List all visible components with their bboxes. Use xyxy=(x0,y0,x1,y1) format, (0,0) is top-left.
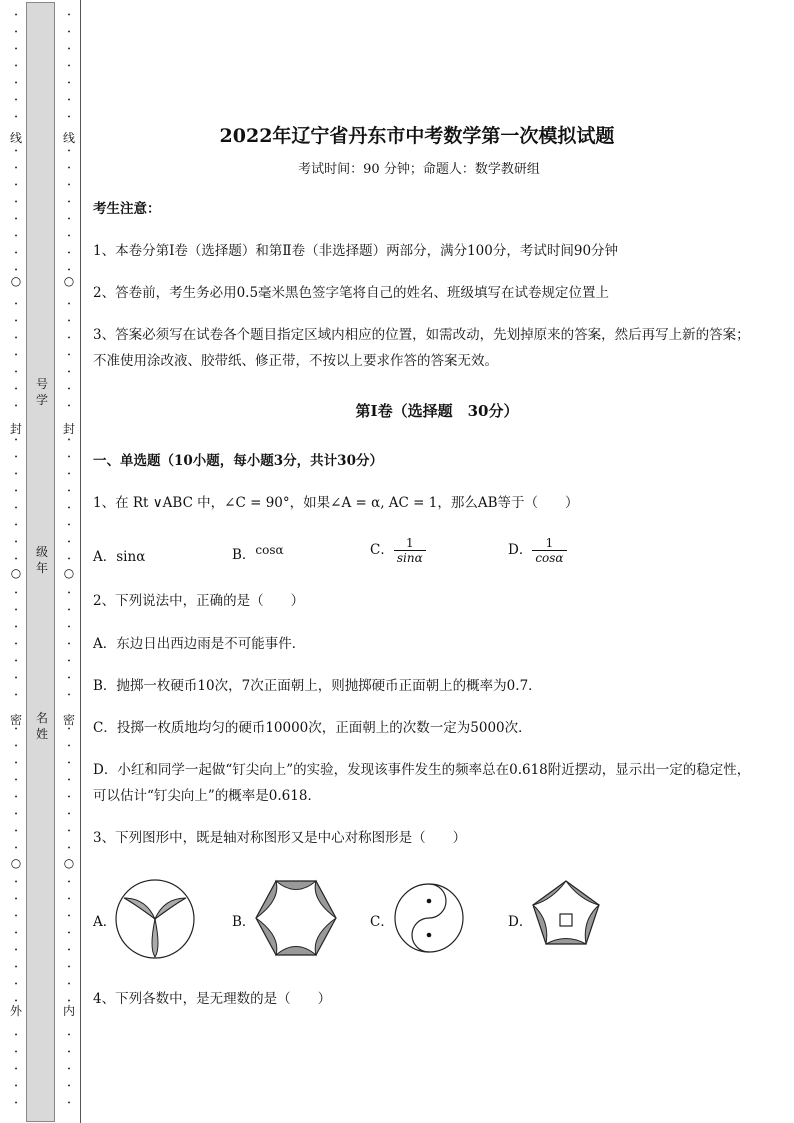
margin-dot: • xyxy=(14,828,18,835)
margin-dot: • xyxy=(67,981,71,988)
denominator: cosα xyxy=(535,551,564,565)
margin-dot: • xyxy=(14,216,18,223)
margin-dot: • xyxy=(67,522,71,529)
margin-dot: • xyxy=(14,964,18,971)
q1-option-a[interactable]: A．sinα xyxy=(93,549,146,565)
margin-dot: • xyxy=(67,760,71,767)
q1-option-b[interactable] xyxy=(232,543,284,563)
margin-dot: • xyxy=(67,318,71,325)
margin-dot: • xyxy=(67,828,71,835)
margin-dot: • xyxy=(67,250,71,257)
margin-dot: • xyxy=(67,556,71,563)
margin-dot: • xyxy=(14,267,18,274)
inner-seal-char: ○ xyxy=(63,274,75,288)
margin-dot: • xyxy=(14,301,18,308)
margin-dot: • xyxy=(14,318,18,325)
margin-dot: • xyxy=(14,675,18,682)
notice-heading: 考生注意： xyxy=(93,201,161,217)
margin-dot: • xyxy=(67,998,71,1005)
margin-dot: • xyxy=(67,658,71,665)
margin-dot: • xyxy=(14,590,18,597)
margin-dot: • xyxy=(67,1100,71,1107)
outer-seal-char: 密 xyxy=(9,713,22,727)
margin-dot: • xyxy=(14,437,18,444)
option-label: C． xyxy=(370,542,394,558)
q2-option-c[interactable]: C．投掷一枚质地均匀的硬币10000次，正面朝上的次数一定为5000次． xyxy=(93,720,532,736)
margin-dot: • xyxy=(14,369,18,376)
margin-dot: • xyxy=(67,471,71,478)
margin-dot: • xyxy=(67,301,71,308)
part-heading: 一、单选题（10小题，每小题3分，共计30分） xyxy=(93,453,383,469)
margin-dot: • xyxy=(14,471,18,478)
margin-dot: • xyxy=(67,352,71,359)
numerator: 1 xyxy=(394,536,426,551)
margin-dot: • xyxy=(14,777,18,784)
margin-dot: • xyxy=(14,250,18,257)
margin-dot: • xyxy=(67,913,71,920)
margin-dot: • xyxy=(14,658,18,665)
margin-dot: • xyxy=(67,930,71,937)
q2-option-d[interactable]: D．小红和同学一起做“钉尖向上”的实验，发现该事件发生的频率总在0.618附近摆动，显示出一定的稳定性，可以估计“钉尖向上”的概率是0.618． xyxy=(93,762,751,804)
outer-seal-char: ○ xyxy=(10,856,22,870)
margin-dot: • xyxy=(67,114,71,121)
q1-option-d[interactable] xyxy=(508,536,567,565)
inner-seal-char: 内 xyxy=(62,1004,75,1018)
inner-seal-char: 封 xyxy=(62,422,75,436)
q2-option-b[interactable]: B．抛掷一枚硬币10次，7次正面朝上，则抛掷硬币正面朝上的概率为0.7． xyxy=(93,678,542,694)
margin-dot: • xyxy=(67,794,71,801)
q1-option-c[interactable] xyxy=(370,536,426,565)
margin-dot: • xyxy=(14,97,18,104)
margin-dot: • xyxy=(14,947,18,954)
margin-dot: • xyxy=(67,199,71,206)
margin-dot: • xyxy=(14,556,18,563)
notice-item-3: 3、答案必须写在试卷各个题目指定区域内相应的位置，如需改动，先划掉原来的答案，然后再写上新的答案；不准使用涂改液、胶带纸、修正带，不按以上要求作答的答案无效。 xyxy=(93,327,750,369)
inner-seal-char: 线 xyxy=(62,131,75,145)
margin-dot: • xyxy=(67,777,71,784)
outer-seal-char: 线 xyxy=(9,131,22,145)
option-value: cosα xyxy=(255,543,284,557)
taiji-figure xyxy=(393,878,465,958)
margin-dot: • xyxy=(67,879,71,886)
q3-option-c[interactable]: C． xyxy=(370,914,394,930)
margin-dot: • xyxy=(67,624,71,631)
exam-info: 考试时间：90 分钟；命题人：数学教研组 xyxy=(298,162,540,177)
margin-dot: • xyxy=(67,726,71,733)
margin-dot: • xyxy=(67,505,71,512)
margin-dot: • xyxy=(67,845,71,852)
margin-dot: • xyxy=(67,386,71,393)
margin-dot: • xyxy=(67,964,71,971)
section-title: 第Ⅰ卷（选择题 30分） xyxy=(355,402,519,420)
margin-dot: • xyxy=(67,46,71,53)
margin-dot: • xyxy=(67,437,71,444)
margin-dot: • xyxy=(14,488,18,495)
margin-dot: • xyxy=(67,947,71,954)
margin-dot: • xyxy=(14,352,18,359)
margin-dot: • xyxy=(14,335,18,342)
outer-seal-char: 外 xyxy=(9,1004,22,1018)
margin-dot: • xyxy=(67,1083,71,1090)
margin-dot: • xyxy=(14,998,18,1005)
field-char: 名姓 xyxy=(35,711,48,741)
margin-dot: • xyxy=(67,675,71,682)
margin-dot: • xyxy=(14,199,18,206)
margin-dot: • xyxy=(14,811,18,818)
margin-dot: • xyxy=(67,335,71,342)
fraction xyxy=(532,536,566,565)
fraction xyxy=(394,536,426,565)
margin-dot: • xyxy=(14,624,18,631)
field-name xyxy=(35,710,51,742)
q2-option-a[interactable]: A．东边日出西边雨是不可能事件． xyxy=(93,636,306,652)
margin-dot: • xyxy=(14,63,18,70)
question-3-stem: 3、下列图形中，既是轴对称图形又是中心对称图形是（ ） xyxy=(93,830,467,846)
margin-dot: • xyxy=(14,726,18,733)
field-student-number xyxy=(35,376,51,408)
margin-dot: • xyxy=(14,148,18,155)
notice-item-2: 2、答卷前，考生务必用0.5毫米黑色签字笔将自己的姓名、班级填写在试卷规定位置上 xyxy=(93,285,610,301)
page-title: 2022年辽宁省丹东市中考数学第一次模拟试题 xyxy=(219,125,615,147)
q3-option-d[interactable]: D． xyxy=(508,914,533,930)
margin-dot: • xyxy=(14,794,18,801)
margin-dot: • xyxy=(67,590,71,597)
margin-dot: • xyxy=(67,539,71,546)
margin-dot: • xyxy=(67,63,71,70)
margin-dot: • xyxy=(67,148,71,155)
margin-dot: • xyxy=(14,539,18,546)
margin-dot: • xyxy=(14,743,18,750)
margin-dot: • xyxy=(67,267,71,274)
margin-dot: • xyxy=(67,369,71,376)
margin-dot: • xyxy=(14,505,18,512)
margin-dot: • xyxy=(14,845,18,852)
field-grade xyxy=(35,544,51,576)
margin-dot: • xyxy=(67,216,71,223)
margin-dot: • xyxy=(67,607,71,614)
option-label: B． xyxy=(232,547,256,563)
margin-dot: • xyxy=(14,1100,18,1107)
three-petal-circle-figure xyxy=(114,878,196,960)
margin-dot: • xyxy=(67,896,71,903)
margin-dot: • xyxy=(67,488,71,495)
margin-dot: • xyxy=(14,1032,18,1039)
margin-dot: • xyxy=(67,165,71,172)
margin-dot: • xyxy=(14,1066,18,1073)
hexagon-figure xyxy=(253,878,339,958)
numerator: 1 xyxy=(532,536,566,551)
margin-dot: • xyxy=(67,743,71,750)
margin-dot: • xyxy=(14,182,18,189)
margin-dot: • xyxy=(67,97,71,104)
margin-dot: • xyxy=(67,811,71,818)
denominator: sinα xyxy=(396,551,423,565)
margin-dot: • xyxy=(67,641,71,648)
margin-dot: • xyxy=(14,386,18,393)
question-2-stem: 2、下列说法中，正确的是（ ） xyxy=(93,593,305,609)
question-1-stem: 1、在 Rt ∨ABC 中，∠C = 90°，如果∠A = α, AC = 1，那么AB等于（ ） xyxy=(93,495,579,511)
margin-dot: • xyxy=(14,165,18,172)
margin-dot: • xyxy=(14,1049,18,1056)
margin-dot: • xyxy=(14,896,18,903)
outer-seal-char: 封 xyxy=(9,422,22,436)
margin-dot: • xyxy=(67,1066,71,1073)
margin-dot: • xyxy=(14,879,18,886)
q3-option-b[interactable]: B． xyxy=(232,914,256,930)
margin-dot: • xyxy=(14,403,18,410)
q3-option-a[interactable]: A． xyxy=(93,914,117,930)
margin-dot: • xyxy=(14,692,18,699)
margin-dot: • xyxy=(14,80,18,87)
field-char: 号学 xyxy=(35,377,48,407)
margin-dot: • xyxy=(67,454,71,461)
margin-dot: • xyxy=(67,1032,71,1039)
option-label: D． xyxy=(508,542,533,558)
notice-item-1: 1、本卷分第Ⅰ卷（选择题）和第Ⅱ卷（非选择题）两部分，满分100分，考试时间90分钟 xyxy=(93,243,619,259)
margin-dot: • xyxy=(14,760,18,767)
outer-seal-char: ○ xyxy=(10,274,22,288)
margin-dot: • xyxy=(67,233,71,240)
margin-dot: • xyxy=(67,692,71,699)
pentagon-figure xyxy=(530,878,602,950)
margin-dot: • xyxy=(67,1049,71,1056)
margin-dot: • xyxy=(14,12,18,19)
margin-dot: • xyxy=(14,114,18,121)
margin-dot: • xyxy=(14,454,18,461)
margin-dot: • xyxy=(14,233,18,240)
inner-seal-char: 密 xyxy=(62,713,75,727)
margin-dot: • xyxy=(14,641,18,648)
margin-dot: • xyxy=(14,1083,18,1090)
margin-dot: • xyxy=(14,29,18,36)
margin-dot: • xyxy=(14,607,18,614)
margin-dot: • xyxy=(67,403,71,410)
margin-dot: • xyxy=(14,981,18,988)
margin-dot: • xyxy=(67,12,71,19)
margin-dot: • xyxy=(14,930,18,937)
margin-dot: • xyxy=(67,80,71,87)
margin-dot: • xyxy=(14,46,18,53)
question-4-stem: 4、下列各数中，是无理数的是（ ） xyxy=(93,991,332,1007)
margin-dot: • xyxy=(14,913,18,920)
outer-seal-char: ○ xyxy=(10,566,22,580)
margin-dot: • xyxy=(67,182,71,189)
inner-seal-char: ○ xyxy=(63,566,75,580)
margin-dot: • xyxy=(67,29,71,36)
inner-seal-char: ○ xyxy=(63,856,75,870)
margin-dot: • xyxy=(14,522,18,529)
field-char: 级年 xyxy=(35,545,48,575)
